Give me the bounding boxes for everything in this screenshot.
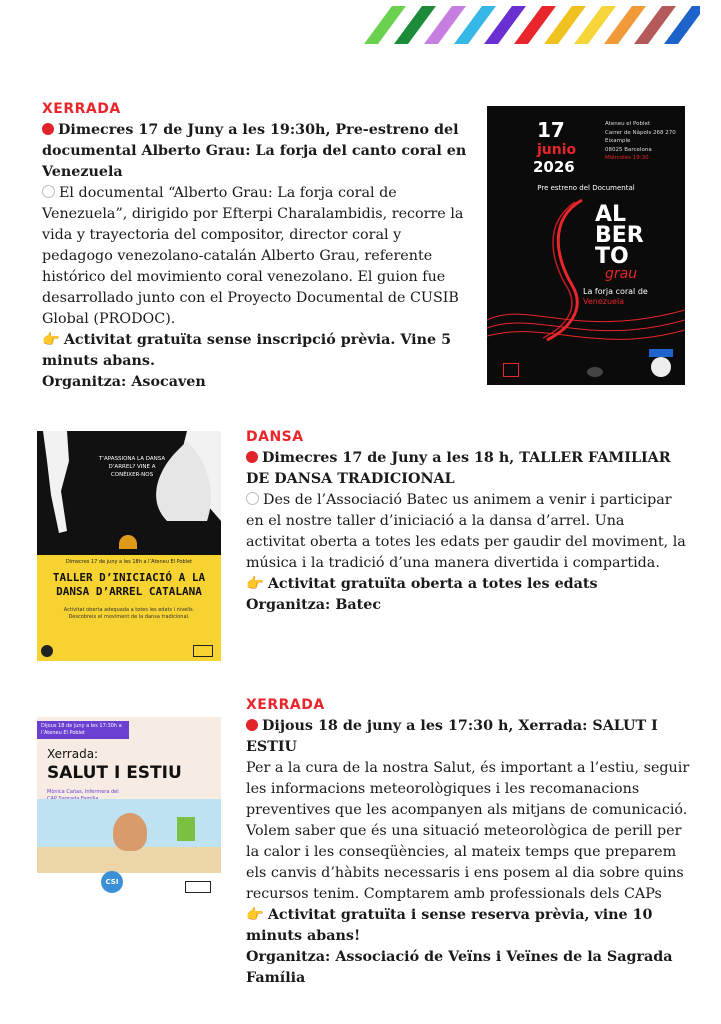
poster-tagline: La forja coral de Venezuela xyxy=(583,287,648,306)
poster-swirl-graphic xyxy=(487,190,685,350)
district-logo xyxy=(503,363,519,377)
poster-title: AL BER TO xyxy=(595,202,644,269)
event-organizer: Organitza: Asocaven xyxy=(42,374,206,390)
white-circle-icon xyxy=(246,492,259,505)
poster-title-grau: grau xyxy=(605,266,638,282)
event-description: Per a la cura de la nostra Salut, és important a l’estiu, seguir les informacions meteorològiques i les recomanacions preventives que les acompanyen als mitjans de comunicació. Volem saber que és una situació meteorològica de perill per la calor i les conseqüències, al mateix temps que preparem els canvis d’hàbits necessaris i ens posem al dia sobre quins recursos tenim. Comptarem amb professionals dels CAPs xyxy=(246,760,690,902)
poster-date-month: junio xyxy=(537,142,577,158)
person-illustration xyxy=(113,813,147,851)
red-circle-icon xyxy=(42,123,54,135)
event-xerrada-alberto-grau xyxy=(42,99,474,393)
event-category: XERRADA xyxy=(42,101,121,117)
poster-label: Xerrada: xyxy=(47,747,99,761)
district-logo xyxy=(185,881,211,893)
event-organizer: Organitza: Associació de Veïns i Veïnes de la Sagrada Família xyxy=(246,949,673,986)
poster-date-day: 17 xyxy=(537,118,565,142)
poster-venue: Ateneu el Poblet Carrer de Nàpols 268 270 Eixample 08025 Barcelona Miércoles 19:30 xyxy=(605,121,676,161)
event-description: Des de l’Associació Batec us animem a venir i participar en el nostre taller d’iniciació a la dansa d’arrel. Una activitat oberta a totes les edats per gaudir del moviment, la música i la tradició d’una manera divertida i compartida. xyxy=(246,492,686,571)
csi-badge: CSI xyxy=(101,871,123,893)
poster-speaker: Mònica Cañas, Infermera del xyxy=(47,789,119,795)
poster-detail: Activitat oberta adequada a totes les edats i nivells. Descobreix el moviment de la dansa tradicional. xyxy=(63,607,195,620)
decorative-stripes xyxy=(360,0,700,48)
dancers-illustration xyxy=(37,431,221,541)
event-description: El documental “Alberto Grau: La forja coral de Venezuela”, dirigido por Efterpi Charalambidis, recorre la vida y trayectoria del compositor, director coral y pedagogo venezolano-catalán Alberto Grau, referente histórico del movimiento coral venezolano. El guion fue desarrollado junto con el Proyecto Documental de CUSIB Global (PRODOC). xyxy=(42,185,464,327)
paranoia-logo xyxy=(649,349,673,357)
pointing-hand-icon: 👉 xyxy=(42,332,60,348)
event-xerrada-salut-estiu xyxy=(246,695,691,989)
district-logo xyxy=(193,645,213,657)
poster-salut-estiu xyxy=(37,717,221,901)
event-headline: Dijous 18 de juny a les 17:30 h, Xerrada: SALUT I ESTIU xyxy=(246,718,658,755)
event-organizer: Organitza: Batec xyxy=(246,597,382,613)
poster-date-year: 2026 xyxy=(533,158,575,176)
pointing-hand-icon: 👉 xyxy=(246,907,264,923)
event-note: 👉 Activitat gratuïta sense inscripció prèvia. Vine 5 minuts abans. xyxy=(42,332,452,369)
red-circle-icon xyxy=(246,719,258,731)
event-dansa-taller xyxy=(246,427,686,616)
poblet-logo xyxy=(651,357,671,377)
event-headline: Dimecres 17 de Juny a les 18 h, TALLER FAMILIAR DE DANSA TRADICIONAL xyxy=(246,450,671,487)
bucket-illustration xyxy=(177,817,195,841)
event-note: 👉 Activitat gratuïta i sense reserva prèvia, vine 10 minuts abans! xyxy=(246,907,653,944)
event-category: DANSA xyxy=(246,429,304,445)
poster-top-text: T’APASSIONA LA DANSA D’ARREL? VINE A CONÈIXER-NOS xyxy=(98,456,166,478)
poster-title: SALUT I ESTIU xyxy=(47,763,182,783)
poster-dansa-arrel xyxy=(37,431,221,661)
event-category: XERRADA xyxy=(246,697,325,713)
fan-icon xyxy=(119,535,137,549)
poster-date-tag: Dijous 18 de juny a les 17:30h a l’Ateneu El Poblet xyxy=(37,721,129,739)
event-headline: Dimecres 17 de Juny a les 19:30h, Pre-estreno del documental Alberto Grau: La forja del canto coral en Venezuela xyxy=(42,122,467,180)
poster-subtitle: Pre estreno del Documental xyxy=(537,184,635,192)
white-circle-icon xyxy=(42,185,55,198)
red-circle-icon xyxy=(246,451,258,463)
poster-logos xyxy=(495,349,677,379)
batec-logo xyxy=(41,645,53,657)
poster-alberto-grau xyxy=(487,106,685,385)
poster-date-line: Dimecres 17 de juny a les 18h a l’Ateneu El Poblet xyxy=(65,559,193,565)
asocaven-logo xyxy=(587,367,603,377)
event-note: 👉 Activitat gratuïta oberta a totes les edats xyxy=(246,576,598,592)
pointing-hand-icon: 👉 xyxy=(246,576,264,592)
poster-title: TALLER D’INICIACIÓ A LA DANSA D’ARREL CATALANA xyxy=(52,571,206,598)
